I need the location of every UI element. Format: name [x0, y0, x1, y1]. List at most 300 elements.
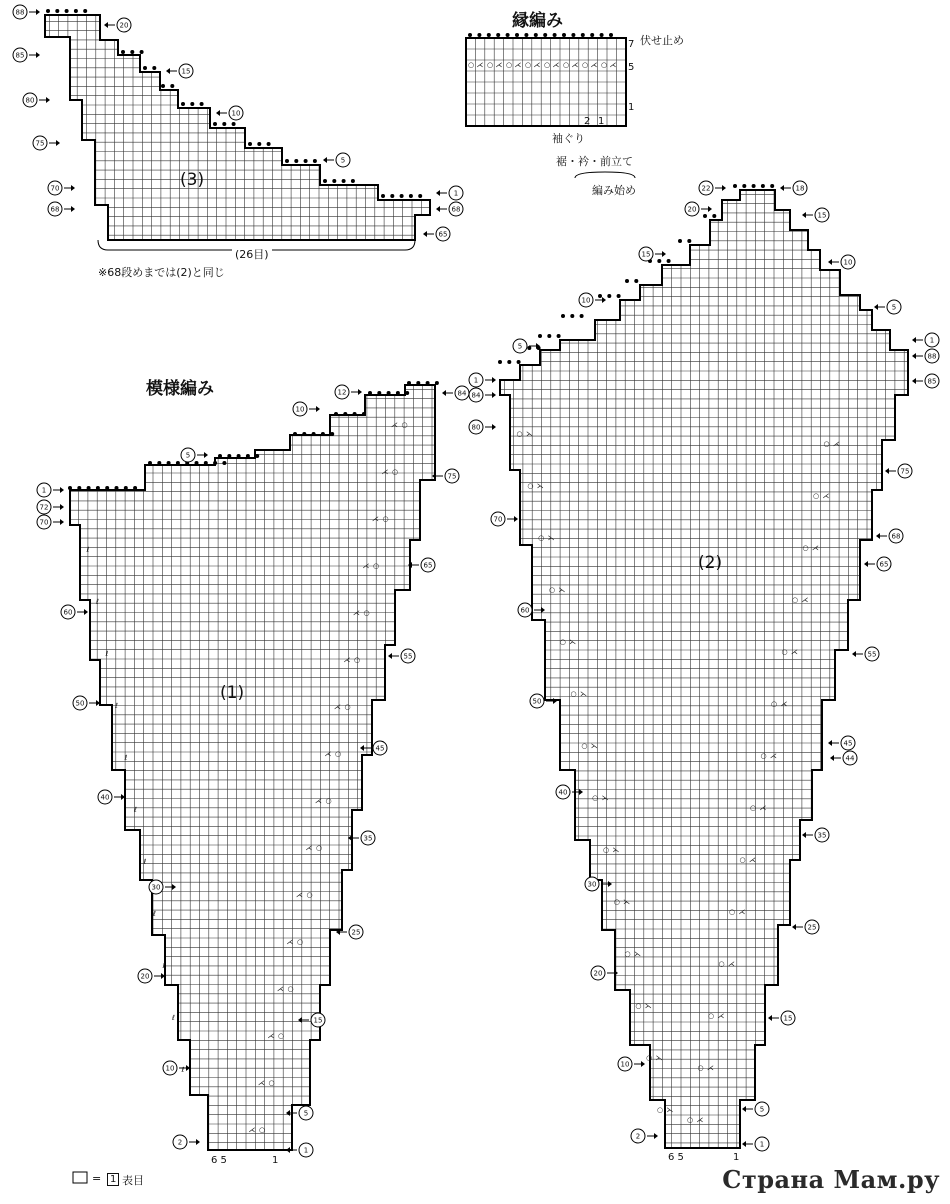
p1-row-marker-left-num: 70: [39, 518, 49, 527]
p3-edge-dot: [304, 159, 308, 163]
p1-edge-dot: [368, 391, 372, 395]
p2-row-marker-right-num: 85: [927, 377, 937, 386]
p2-row-marker-top-num: 5: [891, 303, 897, 312]
p1-twist-symbol: ℓ: [86, 546, 90, 554]
p2-dec-left: ⋋: [644, 1002, 652, 1010]
p1-row-marker-right-arrowhead: [388, 653, 392, 659]
p1-edge-dot: [416, 381, 420, 385]
p2-row-marker-left-num: 2: [635, 1132, 641, 1141]
piece-1-grid: [60, 380, 440, 1155]
p2-yo-left: ○: [635, 1002, 642, 1010]
p1-row-marker-right-arrowhead: [360, 745, 364, 751]
p2-row-marker-left-num: 84: [471, 391, 481, 400]
p2-dec-symbol: ⋌: [717, 1012, 725, 1020]
p3-edge-dot: [418, 194, 422, 198]
p1-dec-symbol: ⋌: [372, 515, 379, 523]
p1-yo-symbol: ○: [325, 797, 332, 805]
pattern-title: 模様編み: [146, 379, 214, 399]
armhole-label: 袖ぐり: [552, 132, 585, 145]
p1-twist-symbol: ℓ: [153, 910, 156, 918]
p2-row-marker-right-num: 1: [759, 1140, 765, 1149]
p2-dec-left: ⋋: [580, 690, 588, 698]
p1-edge-dot: [176, 461, 180, 465]
p3-row-marker-num: 88: [15, 8, 25, 17]
p1-row-marker-right-num: 15: [313, 1016, 323, 1025]
p3-edge-dot: [200, 102, 204, 106]
p2-yo-symbol: ○: [718, 960, 725, 968]
p2-row-marker-top-arrowhead: [662, 251, 666, 257]
p1-twist-symbol: ℓ: [96, 598, 99, 606]
p1-dec-symbol: ⋌: [305, 844, 313, 852]
border-dot: [543, 33, 547, 37]
p1-dec-symbol: ⋌: [296, 891, 303, 899]
border-dot: [496, 33, 500, 37]
border-row-7: 7: [628, 39, 635, 50]
p1-yo-symbol: ○: [401, 421, 408, 429]
p1-dec-symbol: ⋌: [362, 562, 370, 570]
p3-row-marker-arrowhead: [71, 206, 75, 212]
p3-row-marker-arrowhead: [216, 110, 220, 116]
p3-edge-dot: [294, 159, 298, 163]
p1-yo-symbol: ○: [334, 750, 342, 758]
p1-row-marker-right-num: 65: [423, 561, 433, 570]
p2-edge-dot: [703, 214, 707, 218]
p2-yo-symbol: ○: [823, 440, 830, 448]
p3-row-marker-arrowhead: [71, 185, 75, 191]
p3-edge-dot: [257, 142, 261, 146]
p2-dec-symbol: ⋌: [801, 596, 809, 604]
p3-row-marker-num: 80: [25, 96, 35, 105]
p1-edge-dot: [246, 454, 250, 458]
p1-yo-symbol: ○: [268, 1079, 275, 1087]
p2-row-marker-top-arrowhead: [708, 206, 712, 212]
p2-dec-left: ⋋: [590, 742, 598, 750]
p2-dec-symbol: ⋌: [780, 700, 788, 708]
border-dec: ⋌: [571, 61, 579, 69]
p3-edge-dot: [55, 9, 59, 13]
border-dec: ⋌: [514, 61, 522, 69]
border-col-2: 2: [584, 116, 591, 127]
p1-row-marker-right-arrowhead: [298, 1017, 302, 1023]
border-dec: ⋌: [495, 61, 503, 69]
p1-col-65: 6 5: [211, 1155, 227, 1166]
p1-edge-dot: [218, 454, 222, 458]
p2-row-marker-right-num: 1: [929, 336, 935, 345]
p2-dec-left: ⋋: [536, 482, 544, 490]
p3-edge-dot: [248, 142, 252, 146]
p2-row-marker-right-arrowhead: [792, 924, 796, 930]
p2-row-marker-right-arrowhead: [830, 755, 834, 761]
border-dot: [468, 33, 472, 37]
p1-edge-dot: [87, 486, 91, 490]
p1-edge-dot: [157, 461, 161, 465]
p1-row-marker-top-arrowhead: [204, 452, 208, 458]
p1-yo-symbol: ○: [315, 844, 323, 852]
p1-dec-symbol: ⋌: [353, 609, 360, 617]
p2-edge-dot: [561, 314, 565, 318]
border-row-1: 1: [628, 102, 635, 113]
p3-row-marker-arrowhead: [423, 231, 427, 237]
p2-dec-left: ⋋: [526, 430, 534, 438]
p2-row-marker-right-arrowhead: [876, 533, 880, 539]
p1-edge-dot: [302, 432, 306, 436]
p3-edge-dot: [313, 159, 317, 163]
p1-row-marker-right-num: 55: [403, 652, 413, 661]
p3-edge-dot: [74, 9, 78, 13]
p1-twist-symbol: ℓ: [181, 1066, 185, 1074]
p2-row-marker-top-arrowhead: [722, 185, 726, 191]
p2-row-marker-left-num: 10: [620, 1060, 630, 1069]
p1-row-marker-left-num: 60: [63, 608, 73, 617]
p3-edge-dot: [267, 142, 271, 146]
border-yo: ○: [467, 61, 475, 69]
p1-row-marker-top-num: 5: [185, 451, 191, 460]
p2-edge-dot: [498, 360, 502, 364]
p2-row-marker-top-arrowhead: [780, 185, 784, 191]
border-dot: [487, 33, 491, 37]
p1-dec-symbol: ⋌: [286, 938, 294, 946]
p1-edge-dot: [167, 461, 171, 465]
p2-row-marker-right-num: 75: [900, 467, 910, 476]
p1-edge-dot: [330, 432, 334, 436]
p3-edge-dot: [181, 102, 185, 106]
p1-row-marker-left-num: 10: [165, 1064, 175, 1073]
p2-yo-symbol: ○: [791, 596, 799, 604]
p1-row-marker-right-num: 25: [351, 928, 361, 937]
p2-row-marker-top-num: 10: [581, 296, 591, 305]
border-chart-grid: [466, 38, 626, 126]
p3-edge-dot: [332, 179, 336, 183]
p2-row-marker-top-num: 15: [641, 250, 651, 259]
border-col-1: 1: [598, 116, 605, 127]
p2-row-marker-right-arrowhead: [885, 468, 889, 474]
p2-row-marker-right-num: 88: [927, 352, 937, 361]
bind-off-label: 伏せ止め: [640, 34, 684, 47]
border-yo: ○: [486, 61, 494, 69]
border-yo: ○: [581, 61, 589, 69]
legend-blank-box: [73, 1172, 87, 1183]
piece-2-label: (2): [698, 553, 723, 573]
p2-dec-left: ⋋: [601, 794, 609, 802]
p2-row-marker-left-arrowhead: [641, 1061, 645, 1067]
border-dot: [609, 33, 613, 37]
p1-dec-symbol: ⋌: [267, 1032, 275, 1040]
p3-edge-dot: [222, 122, 226, 126]
border-brace: [575, 172, 635, 178]
p2-row-marker-top-arrowhead: [802, 212, 806, 218]
piece-3-outline: [45, 15, 430, 240]
p1-edge-dot: [133, 486, 137, 490]
p2-edge-dot: [547, 334, 551, 338]
p2-dec-symbol: ⋌: [738, 908, 746, 916]
border-yo: ○: [524, 61, 532, 69]
p1-yo-symbol: ○: [344, 703, 351, 711]
border-dot: [590, 33, 594, 37]
piece-2-grid: [495, 185, 912, 1152]
p1-yo-symbol: ○: [258, 1126, 266, 1134]
p3-edge-dot: [323, 179, 327, 183]
p1-edge-dot: [426, 381, 430, 385]
p1-dec-symbol: ⋌: [391, 421, 398, 429]
p2-yo-left: ○: [527, 482, 534, 490]
legend-eq: =: [92, 1172, 102, 1185]
p2-dec-symbol: ⋌: [833, 440, 840, 448]
p2-row-marker-right-num: 65: [879, 560, 889, 569]
p2-yo-symbol: ○: [749, 804, 757, 812]
p2-edge-dot: [507, 360, 511, 364]
p2-row-marker-left-arrowhead: [492, 377, 496, 383]
border-dec: ⋌: [609, 61, 617, 69]
p1-edge-dot: [353, 412, 357, 416]
p1-row-marker-right-num: 1: [303, 1146, 309, 1155]
p3-row-marker-arrowhead: [36, 52, 40, 58]
border-dot: [515, 33, 519, 37]
p3-row-marker-arrowhead: [46, 97, 50, 103]
p2-yo-symbol: ○: [812, 492, 820, 500]
p2-row-marker-right-num: 45: [843, 739, 853, 748]
p2-edge-dot: [557, 334, 561, 338]
p1-edge-dot: [227, 454, 231, 458]
p2-edge-dot: [527, 346, 531, 350]
p2-edge-dot: [752, 184, 756, 188]
p2-edge-dot: [657, 259, 661, 263]
border-yo: ○: [505, 61, 513, 69]
p1-dec-symbol: ⋌: [258, 1079, 265, 1087]
p1-edge-dot: [343, 412, 347, 416]
p2-row-marker-top-num: 10: [843, 258, 853, 267]
p3-row-marker-arrowhead: [104, 22, 108, 28]
p2-row-marker-right-arrowhead: [802, 832, 806, 838]
p1-yo-symbol: ○: [372, 562, 380, 570]
p3-row-marker-arrowhead: [36, 9, 40, 15]
p1-twist-symbol: ℓ: [143, 858, 147, 866]
p2-row-marker-right-arrowhead: [742, 1106, 746, 1112]
p2-row-marker-right-arrowhead: [742, 1141, 746, 1147]
p2-edge-dot: [517, 360, 521, 364]
p1-edge-dot: [124, 486, 128, 490]
p2-row-marker-left-arrowhead: [579, 789, 583, 795]
row68-note: ※68段めまでは(2)と同じ: [98, 266, 225, 279]
p2-dec-symbol: ⋌: [759, 804, 767, 812]
p2-dec-left: ⋋: [623, 898, 631, 906]
p1-row-marker-left-num: 40: [100, 793, 110, 802]
p3-edge-dot: [400, 194, 404, 198]
p1-edge-dot: [68, 486, 72, 490]
p2-row-marker-right-num: 68: [891, 532, 901, 541]
p3-edge-dot: [83, 9, 87, 13]
p2-yo-symbol: ○: [781, 648, 788, 656]
p1-edge-dot: [96, 486, 100, 490]
p1-twist-symbol: ℓ: [105, 650, 109, 658]
p1-dec-symbol: ⋌: [315, 797, 322, 805]
p2-yo-left: ○: [613, 898, 620, 906]
p2-yo-left: ○: [570, 690, 577, 698]
p2-edge-dot: [770, 184, 774, 188]
p2-row-marker-top-arrowhead: [602, 297, 606, 303]
p2-row-marker-right-arrowhead: [912, 337, 916, 343]
border-dec: ⋌: [533, 61, 541, 69]
p2-dec-left: ⋋: [569, 638, 577, 646]
p1-edge-dot: [255, 454, 259, 458]
p2-edge-dot: [580, 314, 584, 318]
watermark: Страна Мам.ру: [722, 1165, 940, 1194]
p1-yo-symbol: ○: [277, 1032, 285, 1040]
p2-dec-left: ⋋: [666, 1106, 674, 1114]
p1-row-marker-left-arrowhead: [196, 1139, 200, 1145]
p2-row-marker-right-arrowhead: [852, 651, 856, 657]
p2-edge-dot: [712, 214, 716, 218]
p2-edge-dot: [687, 239, 691, 243]
p3-row-marker-num: 10: [231, 109, 241, 118]
p2-edge-dot: [538, 334, 542, 338]
p3-edge-dot: [170, 84, 174, 88]
p1-row-marker-right-num: 84: [457, 389, 467, 398]
p1-row-marker-top-num: 12: [337, 388, 347, 397]
cast-on-label: 編み始め: [592, 184, 636, 197]
p2-edge-dot: [617, 294, 621, 298]
p2-row-marker-top-num: 20: [687, 205, 697, 214]
p1-edge-dot: [407, 381, 411, 385]
p3-edge-dot: [65, 9, 69, 13]
p2-row-marker-right-num: 5: [759, 1105, 765, 1114]
p1-dec-symbol: ⋌: [324, 750, 332, 758]
p1-edge-dot: [222, 461, 226, 465]
p2-row-marker-top-num: 5: [517, 342, 523, 351]
p2-yo-symbol: ○: [770, 700, 778, 708]
p1-edge-dot: [195, 461, 199, 465]
p2-yo-left: ○: [656, 1106, 664, 1114]
p2-edge-dot: [570, 314, 574, 318]
border-dec: ⋌: [476, 61, 484, 69]
p1-edge-dot: [435, 381, 439, 385]
p1-row-marker-left-num: 30: [151, 883, 161, 892]
p3-row-marker-num: 1: [453, 189, 459, 198]
p1-twist-symbol: ℓ: [172, 1014, 175, 1022]
p2-edge-dot: [598, 294, 602, 298]
p2-row-marker-right-arrowhead: [768, 1015, 772, 1021]
border-dot: [524, 33, 528, 37]
p1-edge-dot: [237, 454, 241, 458]
p1-row-marker-right-arrowhead: [286, 1110, 290, 1116]
p2-edge-dot: [667, 259, 671, 263]
border-row-5: 5: [628, 62, 635, 73]
p2-dec-symbol: ⋌: [770, 752, 777, 760]
p2-row-marker-left-arrowhead: [492, 392, 496, 398]
p3-edge-dot: [351, 179, 355, 183]
p2-yo-symbol: ○: [697, 1064, 704, 1072]
p1-edge-dot: [405, 391, 409, 395]
p1-edge-dot: [387, 391, 391, 395]
p1-edge-dot: [293, 432, 297, 436]
p2-yo-left: ○: [602, 846, 610, 854]
p1-dec-symbol: ⋌: [277, 985, 284, 993]
p1-edge-dot: [204, 461, 208, 465]
border-dot: [534, 33, 538, 37]
p1-row-marker-left-arrowhead: [84, 609, 88, 615]
p2-row-marker-right-arrowhead: [864, 561, 868, 567]
stitch-count-note: (26目): [232, 246, 272, 262]
p2-yo-left: ○: [624, 950, 631, 958]
p1-edge-dot: [105, 486, 109, 490]
p2-yo-symbol: ○: [802, 544, 809, 552]
p2-yo-left: ○: [592, 794, 599, 802]
p1-row-marker-top-num: 10: [295, 405, 305, 414]
p1-yo-symbol: ○: [363, 609, 370, 617]
p2-dec-left: ⋋: [547, 534, 555, 542]
p2-row-marker-right-num: 25: [807, 923, 817, 932]
p1-row-marker-left-arrowhead: [172, 884, 176, 890]
p1-yo-symbol: ○: [353, 656, 361, 664]
p2-row-marker-left-arrowhead: [608, 881, 612, 887]
p3-row-marker-num: 20: [119, 21, 129, 30]
p1-edge-dot: [312, 432, 316, 436]
border-dot: [553, 33, 557, 37]
p2-edge-dot: [678, 239, 682, 243]
p3-edge-dot: [46, 9, 50, 13]
p2-row-marker-left-num: 80: [471, 423, 481, 432]
p1-edge-dot: [377, 391, 381, 395]
p1-edge-dot: [77, 486, 81, 490]
p2-yo-symbol: ○: [686, 1116, 694, 1124]
p1-twist-symbol: ℓ: [115, 702, 118, 710]
p3-edge-dot: [190, 102, 194, 106]
p2-yo-symbol: ○: [760, 752, 767, 760]
border-yo: ○: [600, 61, 608, 69]
border-yo: ○: [562, 61, 570, 69]
p3-row-marker-arrowhead: [166, 68, 170, 74]
p2-yo-symbol: ○: [739, 856, 746, 864]
p2-row-marker-left-num: 40: [558, 788, 568, 797]
p3-row-marker-num: 15: [181, 67, 191, 76]
p2-yo-symbol: ○: [707, 1012, 715, 1020]
p2-yo-left: ○: [538, 534, 545, 542]
p2-yo-symbol: ○: [728, 908, 736, 916]
p2-row-marker-left-arrowhead: [514, 516, 518, 522]
p1-row-marker-left-num: 2: [177, 1138, 183, 1147]
p3-edge-dot: [140, 50, 144, 54]
piece-1-outline: [70, 385, 435, 1150]
p2-dec-left: ⋋: [558, 586, 566, 594]
border-dec: ⋌: [552, 61, 560, 69]
p3-row-marker-num: 75: [35, 139, 45, 148]
p3-edge-dot: [161, 84, 165, 88]
p2-dec-symbol: ⋌: [822, 492, 830, 500]
p3-row-marker-num: 5: [340, 156, 346, 165]
p1-row-marker-top-arrowhead: [316, 406, 320, 412]
p2-col-1: 1: [733, 1152, 740, 1163]
p3-row-marker-num: 68: [451, 205, 461, 214]
p2-yo-left: ○: [646, 1054, 653, 1062]
border-yo: ○: [543, 61, 551, 69]
p1-row-marker-right-arrowhead: [286, 1147, 290, 1153]
p2-row-marker-left-num: 20: [593, 969, 603, 978]
p3-row-marker-num: 85: [15, 51, 25, 60]
p2-col-65: 6 5: [668, 1152, 684, 1163]
p2-dec-symbol: ⋌: [791, 648, 798, 656]
p3-edge-dot: [390, 194, 394, 198]
border-dec: ⋌: [590, 61, 598, 69]
p2-row-marker-left-num: 60: [520, 606, 530, 615]
p3-row-marker-num: 70: [50, 184, 60, 193]
p3-row-marker-num: 68: [50, 205, 60, 214]
border-dot: [477, 33, 481, 37]
p3-row-marker-arrowhead: [436, 190, 440, 196]
p2-row-marker-left-arrowhead: [553, 698, 557, 704]
p1-edge-dot: [362, 412, 366, 416]
p3-row-marker-num: 65: [438, 230, 448, 239]
p1-row-marker-right-num: 45: [375, 744, 385, 753]
p2-dec-symbol: ⋌: [707, 1064, 714, 1072]
